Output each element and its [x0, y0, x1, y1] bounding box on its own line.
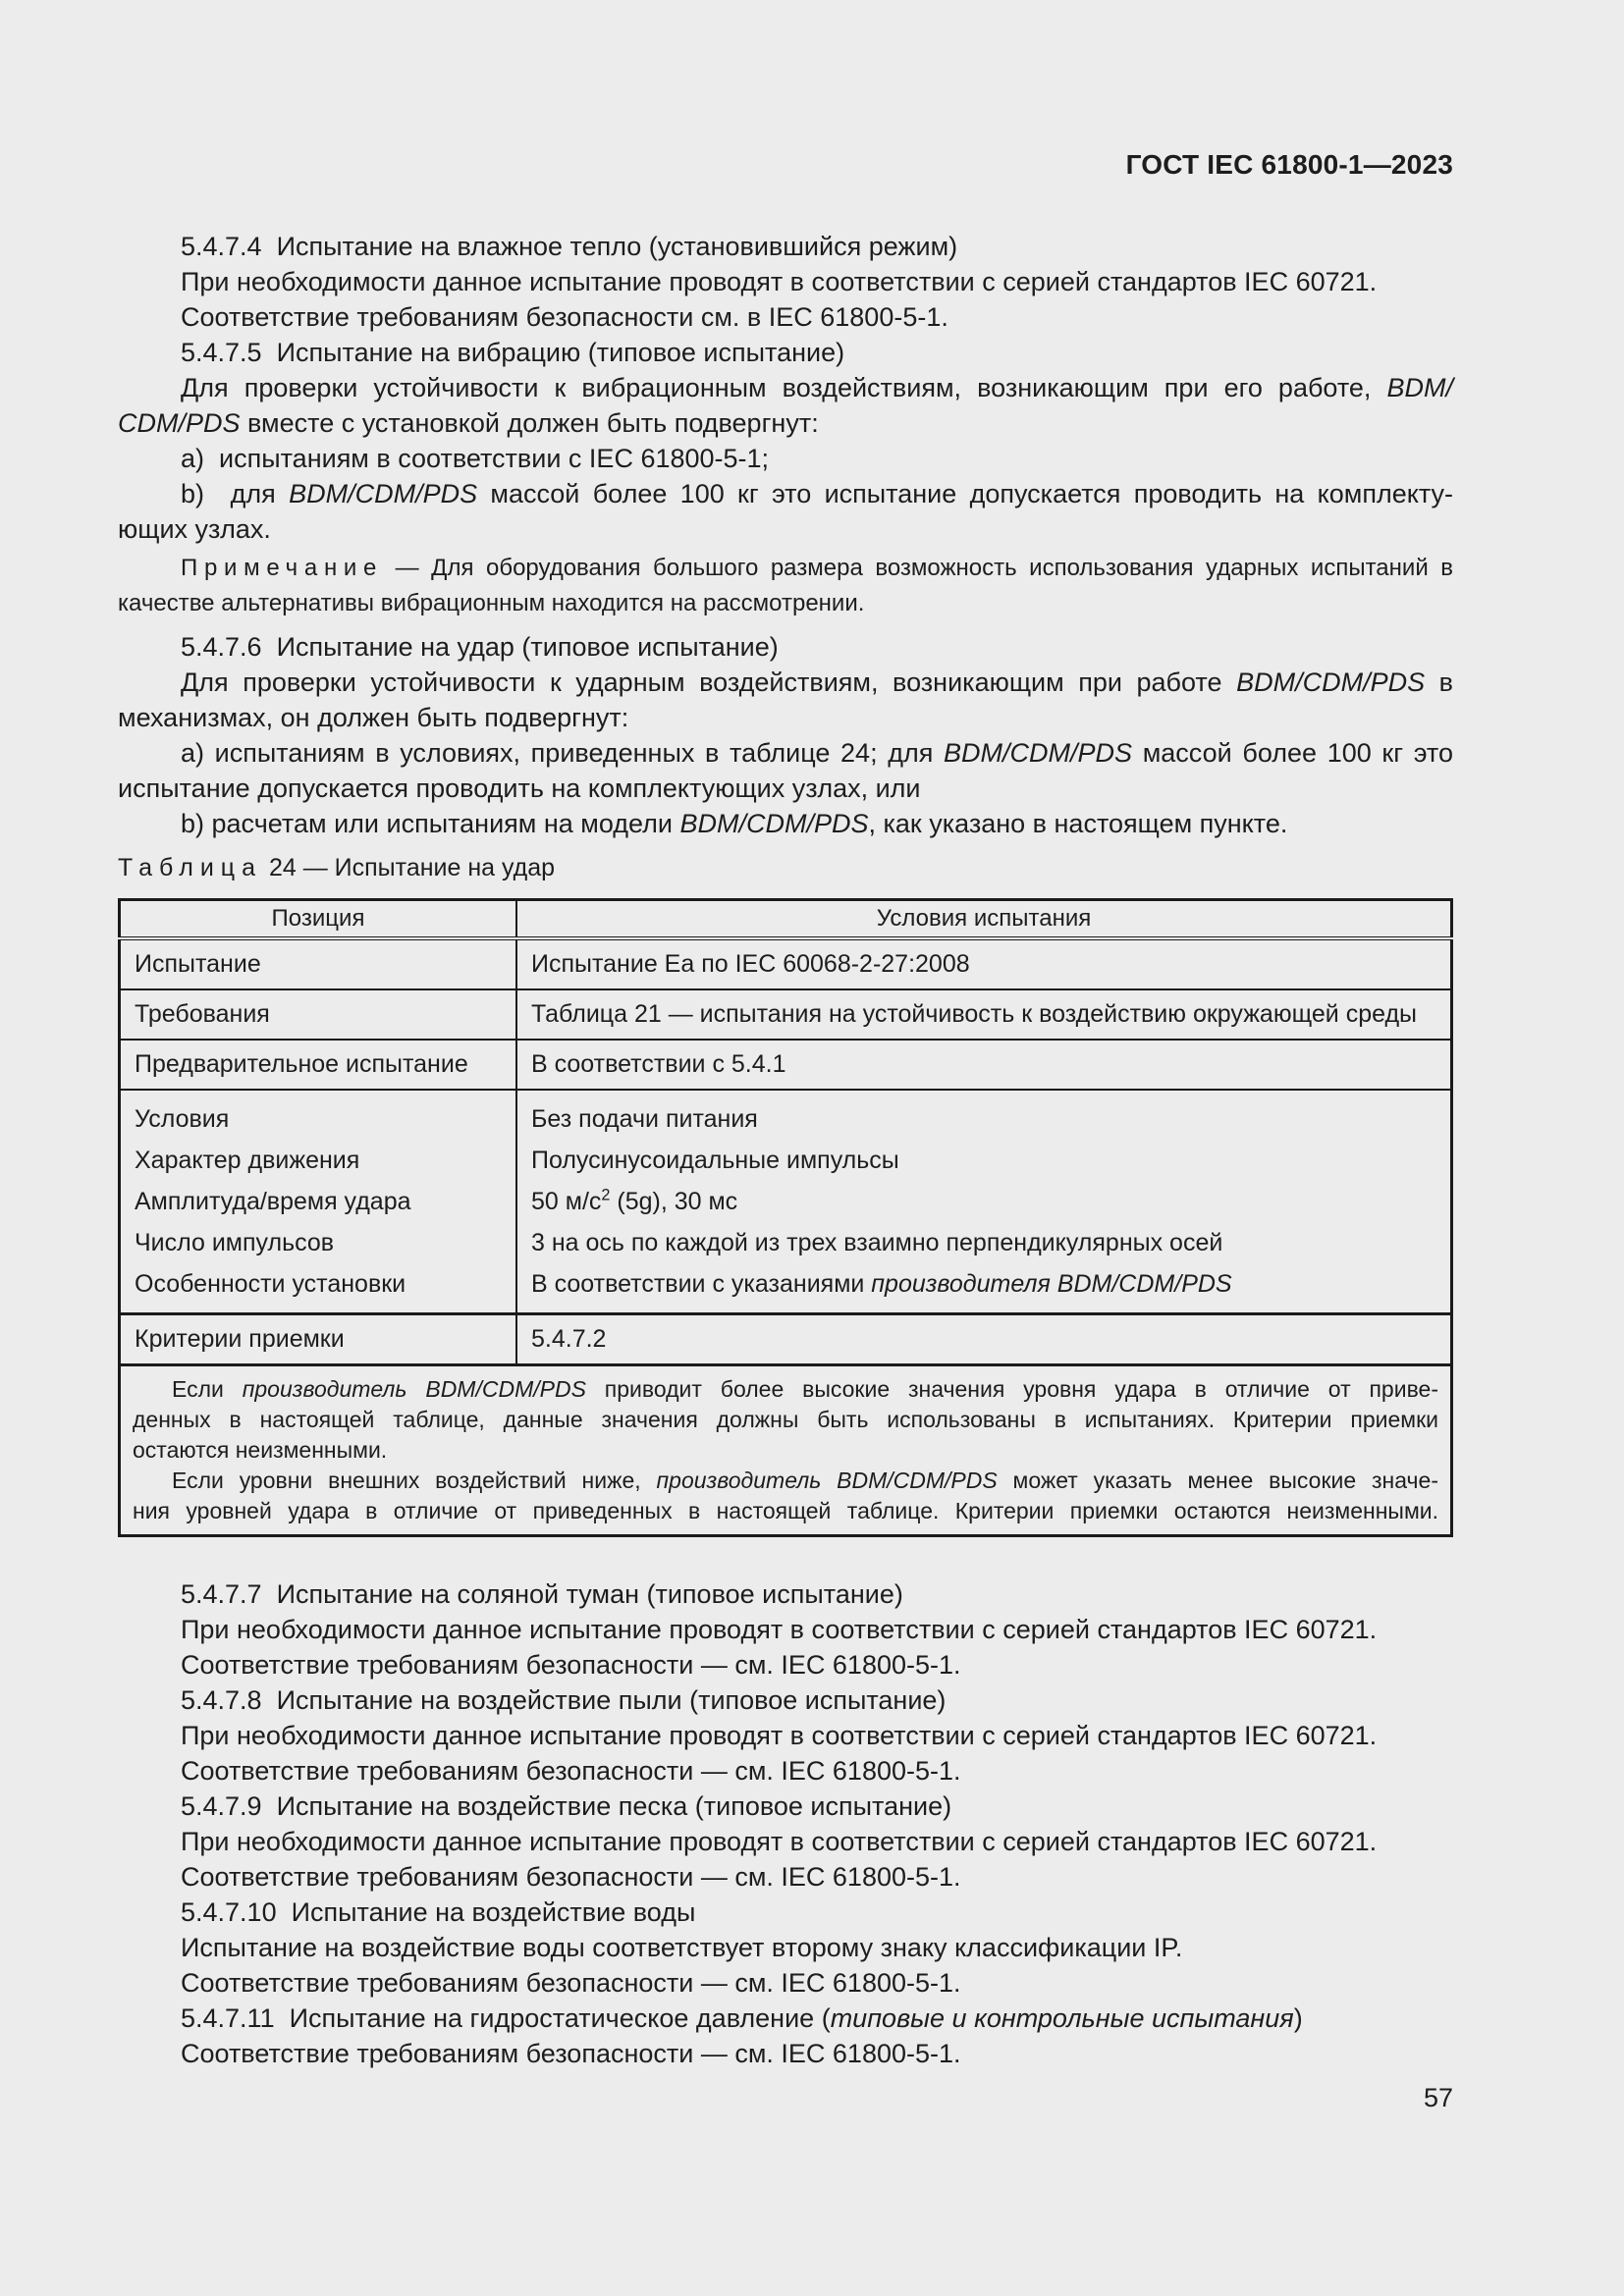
text-segment: Характер движения — [135, 1147, 360, 1174]
text-segment: a) испытаниям в соответствии с IEC 61800-5-1; — [181, 444, 770, 473]
text-segment: 2 — [601, 1186, 611, 1204]
text-segment: массой более 100 кг это испытание допускается проводить на комплекту- — [477, 479, 1453, 508]
text-segment: 5.4.7.11 Испытание на гидростатическое давление ( — [181, 2003, 831, 2033]
row-value — [531, 1222, 1436, 1263]
text-segment: При необходимости данное испытание проводят в соответствии с серией стандартов IEC 60721. — [181, 1721, 1378, 1750]
note-line — [118, 586, 1453, 621]
table-cell — [120, 1090, 517, 1314]
text-segment: массой более 100 кг это — [1132, 738, 1454, 768]
text-line — [118, 1895, 1453, 1930]
text-line — [118, 335, 1453, 370]
text-segment: Соответствие требованиям безопасности — см. IEC 61800-5-1. — [181, 1862, 961, 1892]
row-label — [135, 1263, 502, 1305]
table-cell — [516, 1090, 1452, 1314]
text-line — [118, 1789, 1453, 1824]
text-line — [118, 405, 1453, 441]
row-value — [516, 1040, 1452, 1090]
text-segment: Полусинусоидальные импульсы — [531, 1147, 899, 1174]
row-value — [531, 1181, 1436, 1222]
text-segment: a) испытаниям в условиях, приведенных в таблице 24; для — [181, 738, 945, 768]
text-segment: CDM/PDS — [118, 408, 241, 438]
text-segment: b) расчетам или испытаниям на модели — [181, 809, 680, 838]
row-label — [135, 1181, 502, 1222]
column-header-position: Позиция — [120, 900, 517, 939]
section-5-4-7-4-to-5-4-7-5 — [118, 229, 1453, 547]
text-line — [118, 2001, 1453, 2036]
text-segment: Требования — [135, 1000, 270, 1028]
text-segment: Если уровни внешних воздействий ниже, — [172, 1468, 657, 1493]
page-content — [118, 229, 1453, 2071]
table-footnote — [120, 1365, 1452, 1536]
table-row — [120, 1314, 1452, 1365]
text-segment: ) — [1293, 2003, 1303, 2033]
table-caption-word: Таблица — [118, 854, 263, 881]
text-segment: 5.4.7.10 Испытание на воздействие воды — [181, 1897, 696, 1927]
text-line — [118, 264, 1453, 299]
text-segment: 5.4.7.7 Испытание на соляной туман (типовое испытание) — [181, 1579, 903, 1609]
table-header-row — [120, 900, 1452, 939]
text-segment: Соответствие требованиям безопасности см. в IEC 61800-5-1. — [181, 302, 948, 332]
text-segment: 5.4.7.6 Испытание на удар (типовое испытание) — [181, 632, 779, 662]
text-segment: BDM/ — [1386, 373, 1453, 402]
text-segment: (5g), 30 мс — [610, 1188, 738, 1215]
text-segment: 5.4.7.8 Испытание на воздействие пыли (типовое испытание) — [181, 1685, 947, 1715]
text-line — [118, 1824, 1453, 1859]
page-number: 57 — [1423, 2083, 1453, 2112]
footnote-line — [133, 1405, 1438, 1435]
text-segment: производителя BDM/CDM/PDS — [871, 1270, 1232, 1298]
text-line — [118, 700, 1453, 735]
row-label — [135, 1140, 502, 1181]
footnote-line — [133, 1374, 1438, 1405]
text-segment: Для проверки устойчивости к ударным воздействиям, возникающим при работе — [181, 667, 1237, 697]
text-segment: Если — [172, 1376, 243, 1402]
text-line — [118, 370, 1453, 405]
text-segment: — Для оборудования большого размера возможность использования ударных испытаний в — [383, 555, 1453, 581]
footnote-line — [133, 1435, 1438, 1466]
table-footnote-row — [120, 1365, 1452, 1536]
table-head — [120, 900, 1452, 939]
row-value — [531, 1098, 1436, 1140]
text-segment: Испытание Ea по IEC 60068-2-27:2008 — [531, 950, 970, 978]
text-segment: BDM/CDM/PDS — [679, 809, 869, 838]
text-segment: вместе с установкой должен быть подвергнут: — [240, 408, 819, 438]
text-segment: Испытание на воздействие воды соответствует второму знаку классификации IP. — [181, 1933, 1183, 1962]
text-segment: Соответствие требованиям безопасности — см. IEC 61800-5-1. — [181, 1650, 961, 1680]
row-value — [516, 989, 1452, 1040]
table-caption — [118, 851, 1453, 884]
text-segment: ния уровней удара в отличие от приведенных в настоящей таблице. Критерии приемки остаются неизменными. — [133, 1498, 1438, 1523]
table-row — [120, 1040, 1452, 1090]
note-line — [118, 551, 1453, 586]
sections-5-4-7-7-to-5-4-7-11 — [118, 1576, 1453, 2071]
text-segment: производитель BDM/CDM/PDS — [242, 1376, 586, 1402]
text-segment: испытание допускается проводить на комплектующих узлах, или — [118, 774, 921, 803]
table-caption-rest: 24 — Испытание на удар — [262, 854, 556, 881]
row-label — [120, 989, 517, 1040]
text-segment: Критерии приемки — [135, 1325, 345, 1353]
text-segment: При необходимости данное испытание проводят в соответствии с серией стандартов IEC 60721. — [181, 267, 1378, 296]
text-segment: 5.4.7.9 Испытание на воздействие песка (типовое испытание) — [181, 1791, 952, 1821]
text-segment: При необходимости данное испытание проводят в соответствии с серией стандартов IEC 60721. — [181, 1827, 1378, 1856]
text-segment: BDM/CDM/PDS — [289, 479, 478, 508]
text-segment: Условия — [135, 1105, 230, 1133]
text-line — [118, 735, 1453, 771]
text-segment: Предварительное испытание — [135, 1050, 468, 1078]
table-row — [120, 989, 1452, 1040]
running-header: ГОСТ IEC 61800-1—2023 — [1125, 149, 1453, 180]
text-segment: денных в настоящей таблице, данные значения должны быть использованы в испытаниях. Критерии приемки — [133, 1407, 1438, 1432]
row-value — [531, 1140, 1436, 1181]
row-value — [531, 1263, 1436, 1305]
text-segment: 5.4.7.5 Испытание на вибрацию (типовое испытание) — [181, 338, 845, 367]
text-line — [118, 1612, 1453, 1647]
text-segment: 5.4.7.4 Испытание на влажное тепло (установившийся режим) — [181, 232, 958, 261]
text-segment: Амплитуда/время удара — [135, 1188, 411, 1215]
text-line — [118, 1753, 1453, 1789]
row-value — [516, 1314, 1452, 1365]
column-header-conditions: Условия испытания — [516, 900, 1452, 939]
footnote-line — [133, 1466, 1438, 1496]
text-line — [118, 771, 1453, 806]
text-segment: 3 на ось по каждой из трех взаимно перпендикулярных осей — [531, 1229, 1223, 1256]
text-line — [118, 299, 1453, 335]
text-segment: Соответствие требованиям безопасности — см. IEC 61800-5-1. — [181, 1756, 961, 1786]
row-label — [135, 1098, 502, 1140]
text-line — [118, 806, 1453, 841]
shock-test-table — [118, 898, 1453, 1537]
text-segment: 50 м/с — [531, 1188, 602, 1215]
row-label — [120, 1040, 517, 1090]
row-label — [135, 1222, 502, 1263]
text-line — [118, 1718, 1453, 1753]
text-segment: BDM/CDM/PDS — [944, 738, 1133, 768]
text-segment: В соответствии с указаниями — [531, 1270, 872, 1298]
text-segment: 5.4.7.2 — [531, 1325, 607, 1353]
row-label — [120, 1314, 517, 1365]
text-segment: BDM/CDM/PDS — [1236, 667, 1426, 697]
section-5-4-7-6 — [118, 629, 1453, 841]
text-segment: При необходимости данное испытание проводят в соответствии с серией стандартов IEC 60721. — [181, 1615, 1378, 1644]
text-segment: типовые и контрольные испытания — [830, 2003, 1294, 2033]
text-line — [118, 511, 1453, 547]
text-segment: Испытание — [135, 950, 261, 978]
text-segment: В соответствии с 5.4.1 — [531, 1050, 786, 1078]
table-row — [120, 1090, 1452, 1314]
text-segment: качестве альтернативы вибрационным находится на рассмотрении. — [118, 590, 865, 616]
text-segment: механизмах, он должен быть подвергнут: — [118, 703, 629, 732]
text-segment: может указать менее высокие значе- — [997, 1468, 1438, 1493]
text-line — [118, 1647, 1453, 1682]
text-line — [118, 476, 1453, 511]
text-line — [118, 1965, 1453, 2001]
table-row — [120, 938, 1452, 989]
text-line — [118, 1930, 1453, 1965]
text-line — [118, 665, 1453, 700]
row-label — [120, 938, 517, 989]
text-line — [118, 2036, 1453, 2071]
text-segment: Число импульсов — [135, 1229, 335, 1256]
text-segment: Для проверки устойчивости к вибрационным воздействиям, возникающим при его работе, — [181, 373, 1387, 402]
text-segment: b) для — [181, 479, 290, 508]
text-segment: Соответствие требованиям безопасности — см. IEC 61800-5-1. — [181, 1968, 961, 1998]
text-segment: остаются неизменными. — [133, 1437, 388, 1463]
text-segment: Соответствие требованиям безопасности — см. IEC 61800-5-1. — [181, 2039, 961, 2068]
text-line — [118, 1576, 1453, 1612]
text-segment: Особенности установки — [135, 1270, 406, 1298]
text-segment: производитель BDM/CDM/PDS — [656, 1468, 998, 1493]
text-segment: Таблица 21 — испытания на устойчивость к воздействию окружающей среды — [531, 1000, 1418, 1028]
text-line — [118, 229, 1453, 264]
note-block — [118, 551, 1453, 621]
text-segment: в — [1425, 667, 1453, 697]
table-body — [120, 938, 1452, 1536]
text-segment: Без подачи питания — [531, 1105, 758, 1133]
text-segment: ющих узлах. — [118, 514, 271, 544]
text-line — [118, 441, 1453, 476]
row-value — [516, 938, 1452, 989]
text-line — [118, 629, 1453, 665]
text-line — [118, 1682, 1453, 1718]
text-segment: , как указано в настоящем пункте. — [868, 809, 1288, 838]
text-segment: Примечание — [181, 555, 384, 581]
footnote-line — [133, 1496, 1438, 1526]
text-line — [118, 1859, 1453, 1895]
text-segment: приводит более высокие значения уровня удара в отличие от приве- — [585, 1376, 1438, 1402]
